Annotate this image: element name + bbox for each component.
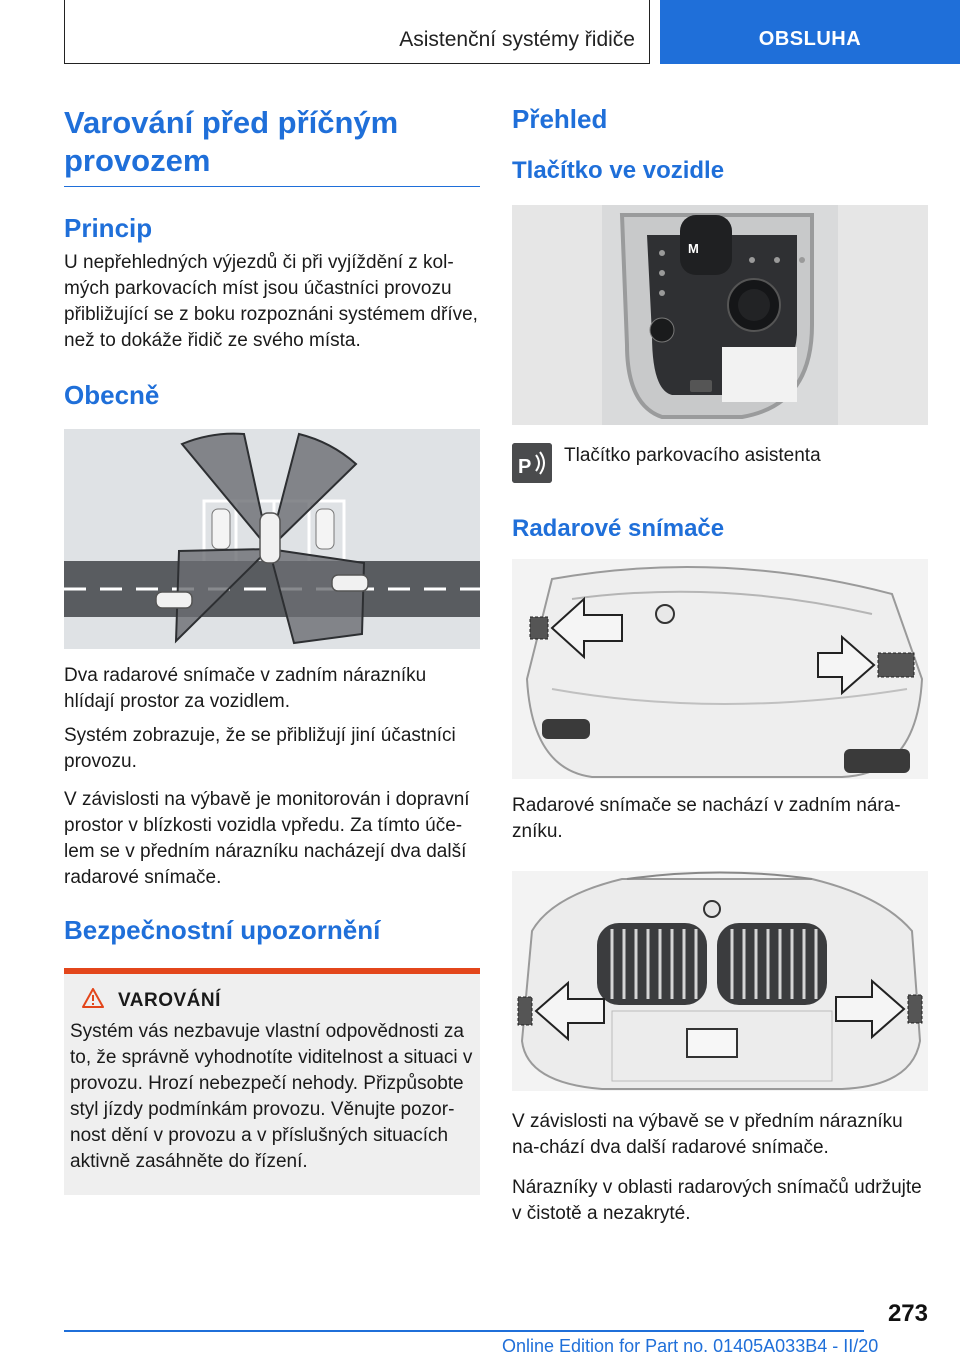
princip-heading: Princip (64, 213, 153, 243)
warning-header (82, 988, 474, 1013)
header-section-title: Asistenční systémy řidiče (399, 28, 635, 51)
page-title: Varování před příčným provozem (64, 104, 480, 187)
bumper-maintenance-text: Nárazníky v oblasti radarových snímačů udržujte v čistotě a nezakryté. (512, 1177, 922, 1224)
warning-box (64, 968, 480, 1195)
obecne-text-2: Systém zobrazuje, že se přibližují jiní účastníci provozu. (64, 725, 456, 772)
rear-bumper-illustration (512, 559, 928, 779)
right-column (512, 104, 928, 1227)
svg-text:M: M (688, 241, 699, 256)
footer-edition: Online Edition for Part no. 01405A033B4 - II/20 (502, 1336, 879, 1356)
parking-assistant-icon (512, 443, 552, 483)
warning-triangle-icon (82, 988, 104, 1013)
center-console-photo (512, 205, 928, 425)
parking-button-legend (512, 443, 928, 483)
parking-button-label: Tlačítko parkovacího asistenta (564, 445, 821, 466)
header-section-box (64, 0, 650, 64)
radar-front-text: V závislosti na výbavě se v předním nárazníku na-chází dva další radarové snímače. (512, 1111, 903, 1158)
overview-heading: Přehled (512, 104, 608, 134)
obecne-text-1: Dva radarové snímače v zadním nárazníku hlídají prostor za vozidlem. (64, 665, 427, 712)
header-tab[interactable] (660, 0, 960, 64)
button-heading: Tlačítko ve vozidle (512, 157, 725, 184)
radar-heading: Radarové snímače (512, 515, 725, 542)
radar-rear-text: Radarové snímače se nachází v zadním nára-zníku. (512, 795, 901, 842)
obecne-text-3: V závislosti na výbavě je monitorován i dopravní prostor v blízkosti vozidla vpředu. Za tímto úče-lem se v předním nárazníku nacházejí dva další radarové snímače. (64, 789, 470, 888)
header-tab-label: OBSLUHA (758, 28, 862, 50)
footer-rule (64, 1330, 864, 1332)
obecne-heading: Obecně (64, 380, 160, 410)
svg-text:P: P (518, 456, 532, 478)
cross-traffic-illustration (64, 429, 480, 649)
front-bumper-illustration (512, 871, 928, 1091)
princip-text: U nepřehledných výjezdů či při vyjíždění z kol-mých parkovacích míst jsou účastníci provozu přibližující se z boku rozpoznáni systémem dříve, než to dokáže řidič ze svého místa. (64, 252, 478, 351)
safety-heading: Bezpečnostní upozornění (64, 915, 381, 945)
page-number: 273 (887, 1300, 928, 1327)
warning-text: Systém vás nezbavuje vlastní odpovědnosti za to, že správně vyhodnotíte viditelnost a situaci v provozu. Hrozí nebezpečí nehody. Přizpůsobte styl jízdy podmínkám provozu. Věnujte pozor-nost dění v provozu a v příslušných situacích aktivně zasáhněte do řízení. (70, 1021, 473, 1172)
left-column (64, 104, 480, 1195)
warning-title: VAROVÁNÍ (118, 989, 221, 1011)
